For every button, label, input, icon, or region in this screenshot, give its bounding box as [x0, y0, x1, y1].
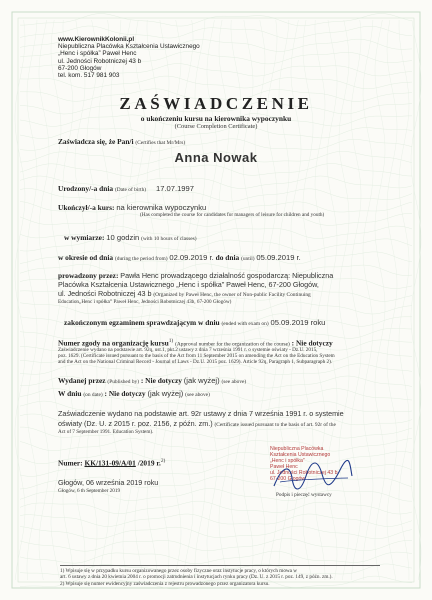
issuer-line: Niepubliczna Placówka Kształcenia Ustawicznego: [58, 43, 200, 51]
issuer-line: tel. kom. 517 981 903: [58, 72, 120, 80]
organizer-text-1: Pawła Henc prowadzącego działalność gospodarczą: Niepubliczna: [120, 271, 334, 280]
issued-by-note-en: (see above): [221, 379, 247, 385]
issued-by-label: Wydanej przez: [58, 376, 106, 385]
basis-en-2: Act of 7 September 1991. Education System).: [58, 429, 154, 435]
approval-label: Numer zgody na organizację kursu: [58, 338, 169, 348]
document-subtitle-en: (Course Completion Certificate): [174, 123, 258, 130]
recipient-name: Anna Nowak: [174, 150, 258, 165]
approval-text-1: Zaświadczenie wydano na podstawie art. 92q, ust.1, pkt.2 ustawy z dnia 7 września 1991 r. o systemie oświaty - Dz.U. 2015,: [58, 347, 318, 353]
course-value: na kierownika wypoczynku: [116, 203, 207, 212]
in-day-value: : Nie dotyczy: [104, 389, 146, 398]
organizer-en-2: Education„Henc i spółka” Paweł Henc, Jedności Robotniczej 43b, 67-200 Głogów): [58, 299, 232, 305]
place-date: Głogów, 06 września 2019 roku: [58, 478, 159, 487]
approval-en: (Approval number for the organization of the course): [175, 341, 290, 348]
in-day-note: (jak wyżej): [147, 389, 184, 398]
issuer-line: „Henc i spółka” Paweł Henc: [58, 50, 137, 58]
number-line: [58, 457, 165, 467]
organizer-line-1: [58, 271, 333, 280]
period-from-en: (during the period from): [114, 256, 168, 262]
document-subtitle: o ukończeniu kursu na kierownika wypoczynku: [140, 114, 292, 123]
exam-en: (ended with exam on): [221, 321, 269, 327]
issued-by-line: [58, 376, 246, 387]
period-to-label: do dnia: [215, 253, 240, 262]
issued-by-note: (jak wyżej): [183, 376, 220, 385]
footnote: 1) Wpisuje się w przypadku kursu organizowanego przez osoby fizyczne oraz instytucje pracy, o których mowa w: [60, 568, 298, 574]
issuer-website: www.KierownikKolonii.pl: [58, 36, 135, 43]
hours-line: [64, 233, 197, 244]
stamp-line: Kształcenia Ustawicznego: [270, 452, 331, 458]
course-label: Ukończył/-a kurs:: [58, 203, 115, 212]
stamp-line: 67-200 Głogów: [270, 476, 306, 482]
basis-text-2: oświaty (Dz. U. z 2015 r. poz. 2156, z późn. zm.): [58, 419, 213, 428]
exam-label: zakończonym egzaminem sprawdzającym w dniu: [64, 318, 220, 327]
birth-line: [58, 184, 194, 195]
stamp-line: Paweł Henc: [270, 464, 298, 470]
issued-by-en: (Published by): [107, 379, 140, 385]
exam-line: [64, 318, 325, 329]
birth-label: Urodzony/-a dnia: [58, 184, 114, 193]
birth-value: 17.07.1997: [155, 184, 194, 193]
footnote: art. 6 ustawy z dnia 20 kwietnia 2004 r. o promocji zatrudnienia i instytucjach rynku pracy (Dz. U. z 2015 r. poz. 149, z późn. zm.).: [60, 574, 333, 581]
number-sup: 2): [160, 458, 166, 464]
period-to-value: 05.09.2019 r.: [256, 253, 301, 262]
number-suffix: /2019 r.: [137, 458, 161, 468]
issued-by-value: : Nie dotyczy: [140, 376, 182, 385]
issuer-line: 67-200 Głogów: [58, 64, 102, 72]
approval-value: : Nie dotyczy: [291, 338, 333, 348]
period-from-label: w okresie od dnia: [58, 253, 114, 262]
document-title: ZAŚWIADCZENIE: [119, 94, 313, 113]
basis-en-1: (Certificate issued pursuant to the basis of art. 92r of the: [214, 422, 336, 428]
course-line: [58, 203, 206, 212]
in-day-note-en: (see above): [185, 392, 210, 398]
basis-line-1: Zaświadczenie wydano na podstawie art. 92r ustawy z dnia 7 września 1991 r. o systemie: [58, 409, 344, 418]
stamp-line: Niepubliczna Placówka: [270, 446, 324, 452]
number-label: Numer:: [58, 458, 83, 468]
organizer-label: prowadzony przez:: [58, 271, 119, 280]
organizer-text-3: ul. Jedności Robotniczej 43 b: [58, 289, 152, 298]
period-line: [58, 253, 301, 264]
exam-value: 05.09.2019 roku: [270, 318, 326, 327]
footnotes: [60, 568, 390, 587]
period-from-value: 02.09.2019 r.: [169, 253, 214, 262]
issuer-line: ul. Jedności Robotniczej 43 b: [58, 57, 142, 65]
place-date-en: Głogów, 6 th September 2019: [58, 488, 121, 494]
certifies-label: Zaświadcza się, że Pan/i: [58, 137, 134, 146]
certifies-en: (Certifies that Mr/Mrs): [135, 140, 186, 146]
in-day-en: (on date): [83, 392, 103, 398]
footnote-divider: [60, 565, 380, 566]
in-day-label: W dniu: [58, 389, 82, 398]
number-value: KK/131-09/A/01: [84, 458, 136, 468]
approval-text-2: poz. 1629. (Certificate issued pursuant to the basis of the Act from 11 September 2015 on amending the Act on the Education System: [58, 353, 335, 359]
approval-text-3: and the Act on the National Criminal Record - Journal of Laws - Dz.U. 2015 poz. 1629). Article 92q, Paragraph 1, Subparagraph 2).: [58, 359, 333, 365]
sign-caption: Podpis i pieczęć wystawcy: [276, 492, 332, 498]
footnote: 2) Wpisuje się numer ewidencyjny zaświadczenia z rejestru prowadzonego przez organizatora kursu.: [60, 580, 270, 587]
period-to-en: (until): [241, 256, 255, 262]
stamp-line: ul. Jedności Robotniczej 43 b: [270, 470, 338, 476]
hours-label: w wymiarze:: [64, 233, 105, 242]
stamp-line: „Henc i spółka”: [270, 458, 305, 464]
hours-en: (with 10 hours of classes): [141, 236, 197, 242]
organizer-text-2: Placówka Kształcenia Ustawicznego „Henc i spółka” Paweł Henc, 67-200 Głogów,: [58, 280, 319, 289]
course-en: (Has completed the course for candidates for managers of leisure for children and youth): [140, 212, 325, 218]
certifies-line: [58, 137, 185, 148]
signature-graphic: [270, 456, 356, 496]
organizer-en-1: (Organized by Paweł Henc, the owner of Non-public Facility Continuing: [153, 292, 311, 298]
approval-sup: 1): [168, 338, 174, 344]
issuer-header: [58, 36, 200, 79]
birth-en: (Date of birth): [114, 187, 147, 193]
hours-value: 10 godzin: [106, 233, 140, 242]
in-day-line: [58, 389, 210, 400]
